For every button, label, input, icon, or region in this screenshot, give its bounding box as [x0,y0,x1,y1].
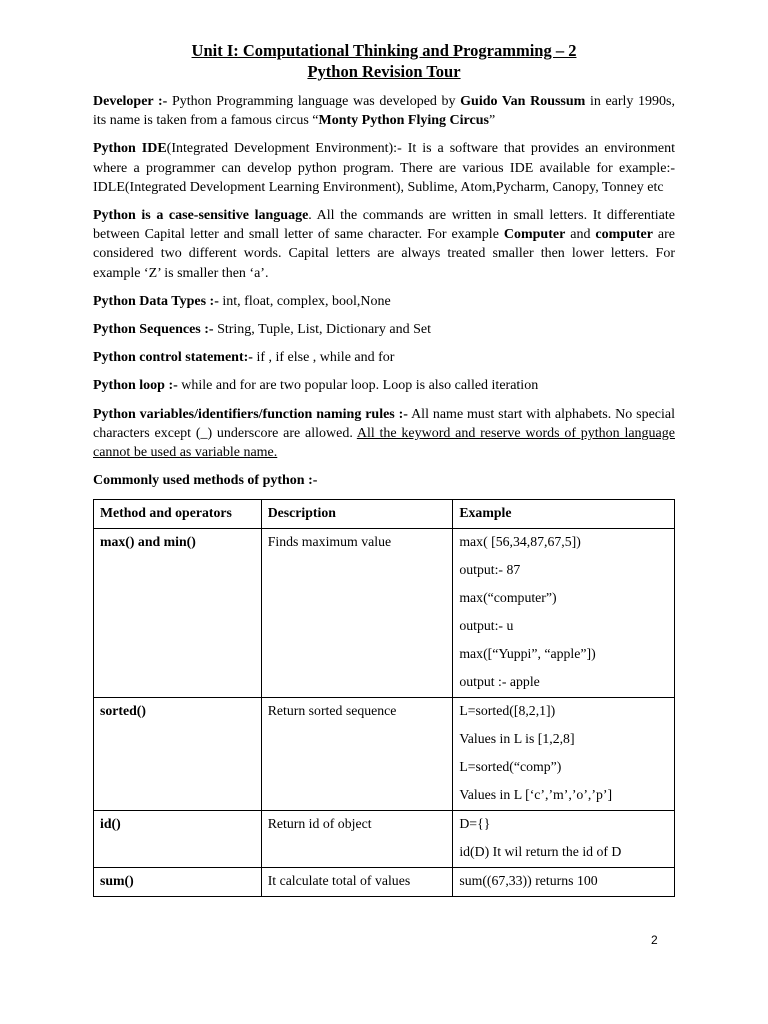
unit-title: Unit I: Computational Thinking and Programming – 2 [191,41,577,60]
example-line: L=sorted(“comp”) [459,759,562,775]
methods-table [93,499,675,897]
case-text-2: and [565,227,596,243]
description-cell: Return id of object [261,811,453,868]
naming-label: Python variables/identifiers/function naming rules :- [93,406,408,422]
data-types-paragraph [93,292,675,311]
example-line: L=sorted([8,2,1]) [459,703,556,719]
example-line: output :- apple [459,674,540,690]
column-header-method: Method and operators [94,500,262,529]
methods-heading-text: Commonly used methods of python :- [93,473,318,489]
developer-label: Developer :- [93,94,168,109]
method-cell: sorted() [94,698,262,811]
ide-text: (Integrated Development Environment):- It is a software that provides an environment where a programmer can develop python program. There are various IDE available for example:- IDLE(Integrated Development Learning Environment), Sublime, Atom,Pycharm, Canopy, Tonney etc [93,141,675,195]
title-block [93,40,675,82]
sequences-label: Python Sequences :- [93,322,214,338]
table-header-row [94,500,675,529]
example-cell [453,868,675,897]
naming-text: All name must start with alphabets. No special characters except (_) underscore are allowed. [93,406,675,441]
developer-text-1: Python Programming language was developed by [167,94,461,109]
description-cell: Return sorted sequence [261,698,453,811]
control-text: if , if else , while and for [252,350,395,366]
table-row [94,698,675,811]
ide-label: Python IDE [93,141,167,157]
developer-text-2: in early 1990s, its name is taken from a famous circus “ [93,94,675,129]
loop-text: while and for are two popular loop. Loop is also called iteration [177,378,539,394]
document-page [93,40,675,897]
description-cell: Finds maximum value [261,529,453,698]
developer-text-3: ” [488,113,496,129]
description-cell: It calculate total of values [261,868,453,897]
loop-label: Python loop :- [93,378,178,394]
method-cell: max() and min() [94,529,262,698]
sequences-paragraph [93,320,675,339]
control-label: Python control statement:- [93,350,253,366]
case-sensitive-paragraph [93,206,675,283]
example-cell [453,698,675,811]
column-header-example: Example [453,500,675,529]
example-line: max(“computer”) [459,590,557,606]
developer-paragraph [93,92,675,130]
developer-name: Guido Van Roussum [460,94,586,109]
example-line: output:- u [459,618,514,634]
data-types-text: int, float, complex, bool,None [218,293,391,309]
example-line: D={} [459,816,491,832]
example-line: max([“Yuppi”, “apple”]) [459,646,596,662]
page-number: 2 [651,933,658,947]
methods-heading [93,471,675,490]
case-text-1: . All the commands are written in small letters. It differentiate between Capital letter and small letter of same character. For example [93,208,676,243]
method-cell: sum() [94,868,262,897]
circus-name: Monty Python Flying Circus [318,113,489,129]
loop-paragraph [93,376,675,395]
case-word-2: computer [595,227,653,243]
example-line: Values in L [‘c’,’m’,’o’,’p’] [459,787,613,803]
table-row [94,529,675,698]
control-paragraph [93,348,675,367]
example-line: output:- 87 [459,562,521,578]
page-title: Python Revision Tour [307,62,461,81]
method-cell: id() [94,811,262,868]
column-header-description: Description [261,500,453,529]
case-word-1: Computer [503,227,566,243]
data-types-label: Python Data Types :- [93,293,219,309]
naming-rules-paragraph [93,405,675,463]
example-line: Values in L is [1,2,8] [459,731,575,747]
example-line: sum((67,33)) returns 100 [459,873,598,889]
naming-underlined-rule: All the keyword and reserve words of python language cannot be used as variable name. [93,425,675,461]
example-line: id(D) It wil return the id of D [459,844,622,860]
table-row [94,868,675,897]
table-row [94,811,675,868]
case-text-3: are considered two different words. Capital letters are always treated smaller then lower letters. For example ‘Z’ is smaller then ‘a’. [93,227,675,281]
example-cell [453,811,675,868]
example-line: max( [56,34,87,67,5]) [459,534,581,550]
ide-paragraph [93,139,675,197]
sequences-text: String, Tuple, List, Dictionary and Set [213,322,431,338]
example-cell [453,529,675,698]
case-label: Python is a case-sensitive language [93,208,309,224]
